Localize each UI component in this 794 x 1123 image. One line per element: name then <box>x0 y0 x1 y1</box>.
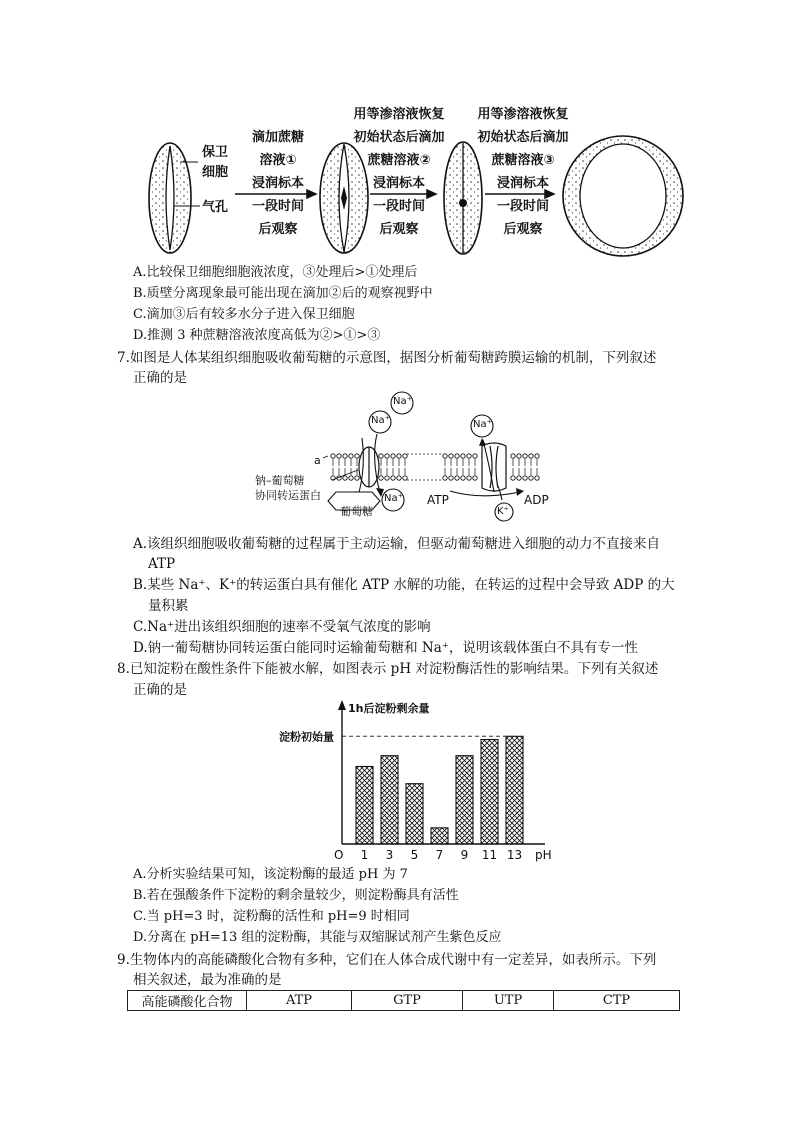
atp-label: ATP <box>427 493 449 507</box>
q7-option-b: B.某些 Na⁺、K⁺的转运蛋白具有催化 ATP 水解的功能，在转运的过程中会导致 ADP 的大 <box>133 577 675 593</box>
q7-option-d: D.钠一葡萄糖协同转运蛋白能同时运输葡萄糖和 Na⁺，说明该载体蛋白不具有专一性 <box>133 640 638 656</box>
q6-option-d: D.推测 3 种蔗糖溶液浓度高低为②>①>③ <box>133 328 381 343</box>
bar-ph-3 <box>381 756 398 844</box>
origin-label: O <box>334 848 344 862</box>
q6-option-a: A.比较保卫细胞细胞液浓度，③处理后>①处理后 <box>133 265 418 280</box>
table-row <box>128 991 680 1011</box>
stoma-label: 气孔 <box>202 200 229 215</box>
q7-option-a: A.该组织细胞吸收葡萄糖的过程属于主动运输，但驱动葡萄糖进入细胞的动力不直接来自 <box>133 536 661 552</box>
table-header-cell: CTP <box>554 991 680 1011</box>
x-axis-label: pH <box>535 848 552 862</box>
x-tick-label: 5 <box>410 848 419 862</box>
q7-stem: 7.如图是人体某组织细胞吸收葡萄糖的示意图，据图分析葡萄糖跨膜运输的机制，下列叙述 <box>117 350 657 366</box>
step3-label: 用等渗溶液恢复 初始状态后滴加 蔗糖溶液③ 浸润标本 一段时间 后观察 <box>477 107 569 237</box>
q7-option-b-cont: 量积累 <box>148 598 189 614</box>
q8-option-c: C.当 pH=3 时，淀粉酶的活性和 pH=9 时相同 <box>133 909 410 924</box>
guard-cell-initial <box>149 143 191 253</box>
q7-option-a-cont: ATP <box>148 556 176 572</box>
q7-option-c: C.Na⁺进出该组织细胞的速率不受氧气浓度的影响 <box>133 619 431 635</box>
q8-stem-cont: 正确的是 <box>133 682 187 698</box>
q7-stem-cont: 正确的是 <box>133 370 187 386</box>
step1-label: 滴加蔗糖 溶液① 浸润标本 一段时间 后观察 <box>251 130 304 237</box>
x-tick-label: 7 <box>435 848 444 862</box>
symporter-protein <box>359 447 379 487</box>
q9-stem: 9.生物体内的高能磷酸化合物有多种，它们在人体合成代谢中有一定差异，如表所示。下列 <box>117 952 657 968</box>
x-tick-label: 3 <box>385 848 394 862</box>
q6-option-b: B.质壁分离现象最可能出现在滴加②后的观察视野中 <box>133 286 433 301</box>
x-tick-label: 1 <box>360 848 369 862</box>
table-header-cell: ATP <box>247 991 352 1011</box>
x-tick-label: 13 <box>506 848 523 862</box>
na-label-bottom: Na⁺ <box>384 493 403 504</box>
q8-option-d: D.分离在 pH=13 组的淀粉酶，其能与双缩脲试剂产生紫色反应 <box>133 930 502 945</box>
q8-option-a: A.分析实验结果可知，该淀粉酶的最适 pH 为 7 <box>133 867 408 882</box>
bar-ph-5 <box>406 784 423 844</box>
bar-ph-7 <box>431 828 448 844</box>
guard-cell-label: 保卫 细胞 <box>202 145 229 180</box>
na-label-mid: Na⁺ <box>371 415 390 426</box>
bar-ph-9 <box>456 756 473 844</box>
adp-label: ADP <box>524 493 549 507</box>
x-tick-label: 9 <box>460 848 469 862</box>
carrier-label-2: 协同转运蛋白 <box>255 489 321 502</box>
membrane-a-label: a <box>314 454 321 467</box>
na-label-pump: Na⁺ <box>473 419 492 430</box>
amylase-ph-chart <box>262 698 562 864</box>
phosphate-compound-table <box>127 990 680 1011</box>
q8-option-b: B.若在强酸条件下淀粉的剩余量较少，则淀粉酶具有活性 <box>133 888 459 903</box>
q9-stem-cont: 相关叙述，最为准确的是 <box>133 972 282 988</box>
table-header-cell: 高能磷酸化合物 <box>128 991 247 1011</box>
x-tick-label: 11 <box>481 848 498 862</box>
k-label: K⁺ <box>497 506 509 517</box>
bar-ph-13 <box>506 736 523 844</box>
bar-ph-1 <box>356 766 373 844</box>
bar-ph-11 <box>481 740 498 844</box>
q6-option-c: C.滴加③后有较多水分子进入保卫细胞 <box>133 307 355 322</box>
q8-stem: 8.已知淀粉在酸性条件下能被水解，如图表示 pH 对淀粉酶活性的影响结果。下列有关叙述 <box>117 661 659 677</box>
glucose-label: 葡萄糖 <box>340 505 373 518</box>
table-header-cell: UTP <box>463 991 554 1011</box>
step2-label: 用等渗溶液恢复 初始状态后滴加 蔗糖溶液② 浸润标本 一段时间 后观察 <box>353 107 445 237</box>
y-axis-label: 1h后淀粉剩余量 <box>348 702 430 715</box>
reference-label: 淀粉初始量 <box>279 730 334 744</box>
table-header-cell: GTP <box>352 991 463 1011</box>
na-label-top: Na⁺ <box>393 396 412 407</box>
carrier-label-1: 钠–葡萄糖 <box>255 474 305 487</box>
